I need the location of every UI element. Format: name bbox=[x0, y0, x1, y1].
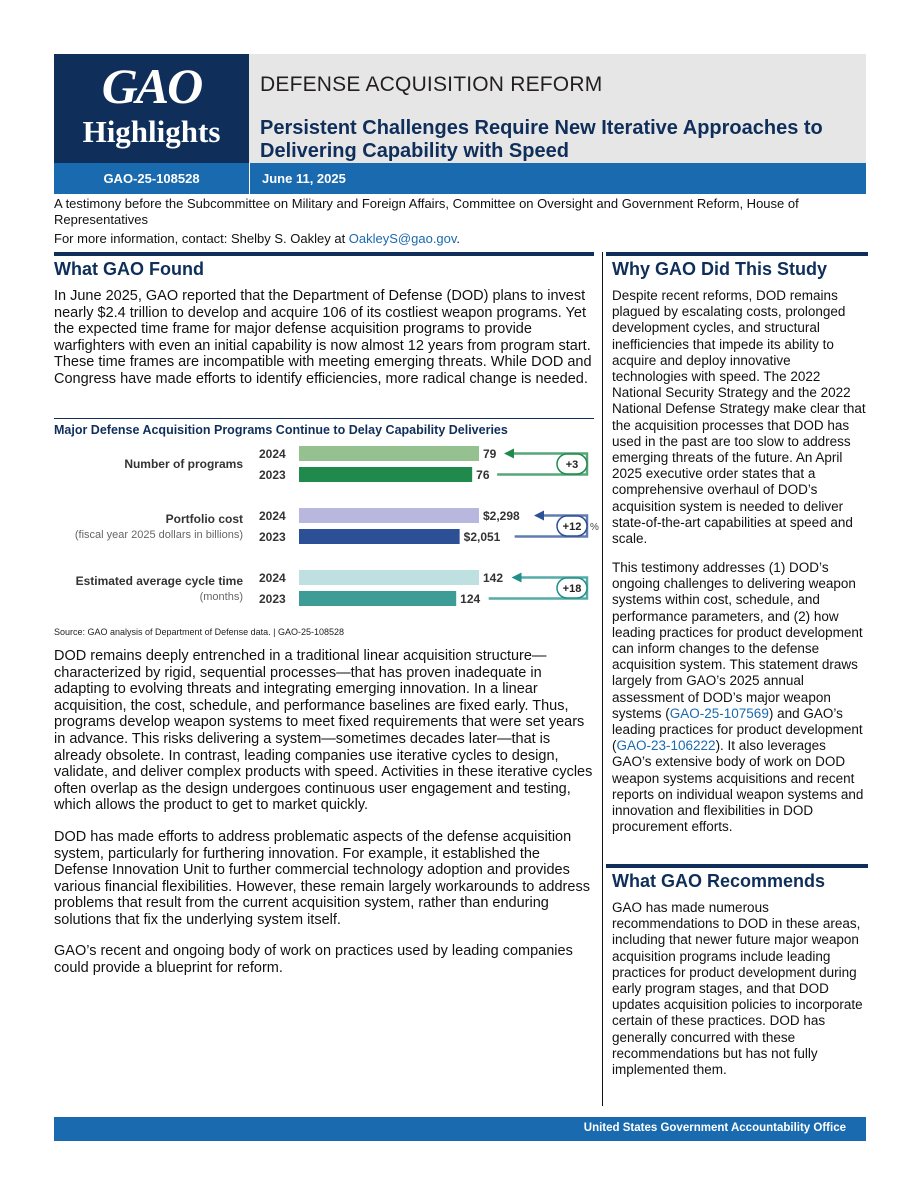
chart-change-label: +18 bbox=[562, 583, 582, 595]
highlights-label: Highlights bbox=[82, 114, 221, 149]
testimony-note: A testimony before the Subcommittee on Military and Foreign Affairs, Committee on Oversight and Government Reform, House of Representatives bbox=[54, 196, 799, 227]
left-column-rule bbox=[54, 252, 594, 256]
chart-year-label: 2024 bbox=[259, 509, 286, 523]
chart-source: Source: GAO analysis of Department of Defense data. | GAO-25-108528 bbox=[54, 627, 344, 637]
contact-line bbox=[54, 231, 460, 246]
report-id-bar bbox=[54, 163, 866, 194]
contact-email-link[interactable]: OakleyS@gao.gov bbox=[348, 231, 457, 246]
chart-year-label: 2023 bbox=[259, 592, 286, 606]
why-paragraph-1: Despite recent reforms, DOD remains plagued by escalating costs, prolonged development cycles, and structural inefficiencies that impede its ability to acquire and deploy innovative technologies with speed. The 2022 National Security Strategy and the 2022 National Defense Strategy make clear that the acquisition processes that DOD has used in the past are too slow to address emerging threats of the future. An April 2025 executive order states that a comprehensive overhaul of DOD’s acquisition system is needed to deliver state-of-the-art capabilities at speed and scale. bbox=[612, 288, 866, 547]
chart-bar bbox=[299, 467, 472, 482]
chart-group-label: Number of programs bbox=[124, 457, 243, 471]
chart-group-sublabel: (months) bbox=[199, 591, 243, 603]
report-number: GAO-25-108528 bbox=[103, 171, 200, 186]
chart-bar bbox=[299, 446, 479, 461]
contact-prefix: For more information, contact: Shelby S. Oakley at bbox=[54, 231, 349, 246]
chart-bar bbox=[299, 508, 479, 523]
chart-bar bbox=[299, 591, 456, 606]
chart-change-label: +12 bbox=[562, 521, 582, 533]
chart-year-label: 2024 bbox=[259, 447, 286, 461]
report-link-gao-25-107569[interactable]: GAO-25-107569 bbox=[669, 705, 769, 721]
what-gao-found-heading: What GAO Found bbox=[54, 259, 204, 279]
chart-value-label: 124 bbox=[460, 592, 481, 606]
why-paragraph-2 bbox=[612, 560, 867, 835]
why-p2-text-c: ). It also leverages GAO’s extensive body of work on DOD weapon systems acquisitions and recent reports on individual weapon systems and innovation and flexibilities in DOD procurement efforts. bbox=[612, 738, 864, 835]
chart-change-arrowhead bbox=[534, 511, 544, 521]
chart-year-label: 2023 bbox=[259, 530, 286, 544]
chart-value-label: $2,298 bbox=[483, 509, 520, 523]
chart-group-sublabel: (fiscal year 2025 dollars in billions) bbox=[74, 529, 243, 541]
found-paragraph-1: In June 2025, GAO reported that the Department of Defense (DOD) plans to invest nearly $2.4 trillion to develop and acquire 106 of its costliest weapon programs. Yet the expected time frame for major defense acquisition programs to provide warfighters with even an initial capability is now almost 12 years from program start. These time frames are incompatible with meeting emerging threats. While DOD and Congress have made efforts to identify efficiencies, more radical change is needed. bbox=[54, 288, 592, 387]
chart-change-arrowhead bbox=[512, 573, 522, 583]
found-paragraph-2: DOD remains deeply entrenched in a traditional linear acquisition structure—characterized by rigid, sequential processes—that has proven inadequate in adapting to evolving threats and integrating emerging innovation. In a linear acquisition, the cost, schedule, and performance baselines are fixed early. Thus, programs develop weapon systems to meet fixed requirements that were set years in advance. This risks delivering a system—sometimes decades later—that is already obsolete. In contrast, leading companies use iterative cycles to design, validate, and deliver complex products with speed. Activities in these iterative cycles often overlap as the design undergoes continuous user engagement and testing, which allows the product to get to market quickly. bbox=[54, 648, 593, 814]
report-title: Persistent Challenges Require New Iterative Approaches to Delivering Capability with Speed bbox=[260, 117, 823, 162]
gao-logo: GAO bbox=[101, 58, 202, 114]
chart-value-label: $2,051 bbox=[463, 530, 501, 544]
chart-top-rule bbox=[54, 418, 594, 419]
recommends-rule bbox=[606, 864, 868, 868]
right-column-rule bbox=[606, 252, 868, 256]
chart-change-suffix: % bbox=[590, 522, 599, 533]
report-link-gao-23-106222[interactable]: GAO-23-106222 bbox=[616, 738, 716, 754]
found-paragraph-3: DOD has made efforts to address problematic aspects of the defense acquisition system, particularly for furthering innovation. For example, it established the Defense Innovation Unit to further commercial technology adoption and provides various financial flexibilities. However, these remain largely workarounds to address problems that result from the current acquisition system, rather than enduring solutions that fix the underlying system itself. bbox=[54, 829, 590, 928]
chart-change-label: +3 bbox=[565, 459, 579, 471]
chart-bar bbox=[299, 529, 460, 544]
chart-value-label: 76 bbox=[476, 468, 490, 482]
title-block bbox=[249, 54, 866, 163]
chart-group-label: Estimated average cycle time bbox=[75, 574, 243, 588]
footer-agency-name: United States Government Accountability Office bbox=[583, 1122, 846, 1134]
what-gao-recommends-heading: What GAO Recommends bbox=[612, 871, 826, 891]
chart-group-label: Portfolio cost bbox=[165, 512, 243, 526]
found-paragraph-4: GAO’s recent and ongoing body of work on practices used by leading companies could provide a blueprint for reform. bbox=[54, 943, 573, 976]
chart-year-label: 2024 bbox=[259, 571, 286, 585]
contact-suffix: . bbox=[456, 231, 461, 246]
bar-divider bbox=[249, 163, 250, 194]
chart-bar bbox=[299, 570, 479, 585]
why-p2-text-a: This testimony addresses (1) DOD’s ongoing challenges to delivering weapon systems within cost, schedule, and performance parameters, and (2) how leading practices for product development can inform changes to the defense acquisition system. This statement draws largely from GAO’s 2025 annual assessment of DOD’s major weapon systems ( bbox=[612, 560, 863, 721]
acquisition-bar-chart bbox=[54, 438, 599, 623]
report-date: June 11, 2025 bbox=[262, 171, 346, 186]
gao-logo-block bbox=[54, 54, 249, 163]
footer-bar bbox=[54, 1117, 866, 1141]
chart-title: Major Defense Acquisition Programs Continue to Delay Capability Deliveries bbox=[54, 423, 508, 437]
chart-value-label: 79 bbox=[483, 447, 497, 461]
why-gao-did-this-study-heading: Why GAO Did This Study bbox=[612, 259, 827, 279]
chart-change-arrowhead bbox=[504, 449, 514, 459]
chart-value-label: 142 bbox=[483, 571, 504, 585]
why-p2-text-b: ) and GAO’s leading practices for product development ( bbox=[612, 705, 863, 754]
recommends-paragraph: GAO has made numerous recommendations to DOD in these areas, including that newer future major weapon acquisition programs include leading practices for product development during early program stages, and that DOD updates acquisition policies to incorporate certain of these practices. DOD has generally concurred with these recommendations but has not fully implemented them. bbox=[612, 900, 863, 1078]
report-topic: DEFENSE ACQUISITION REFORM bbox=[260, 73, 603, 96]
chart-year-label: 2023 bbox=[259, 468, 286, 482]
column-divider bbox=[602, 252, 603, 1106]
